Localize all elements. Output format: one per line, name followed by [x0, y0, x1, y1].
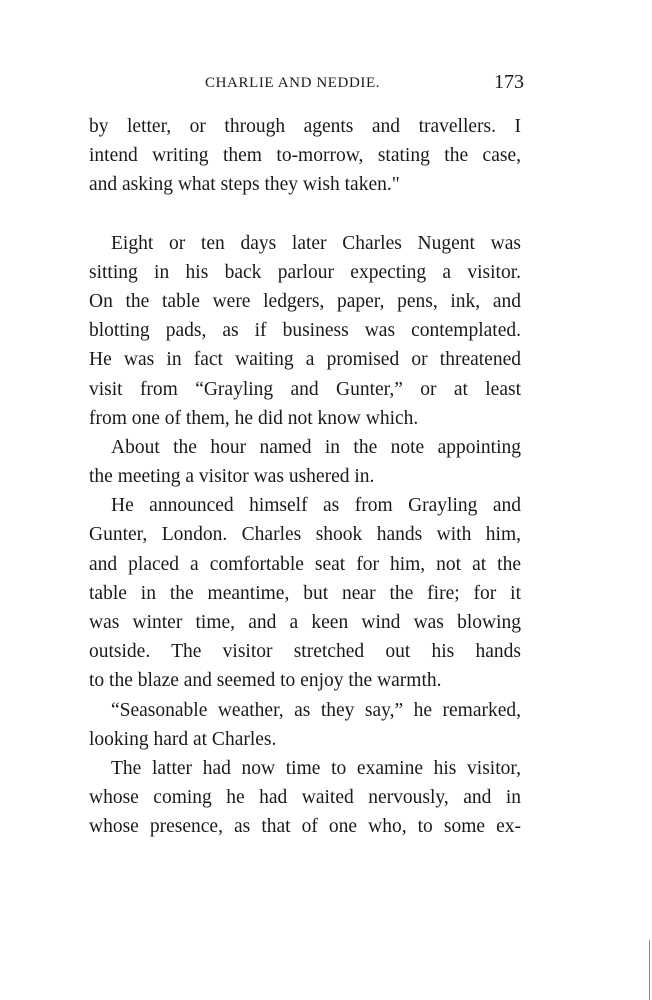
- text-line: Gunter, London. Charles shook hands with him,: [89, 524, 521, 546]
- paragraph: [89, 229, 521, 433]
- text-line: “Seasonable weather, as they say,” he remarked,: [111, 699, 521, 721]
- text-line: from one of them, he did not know which.: [89, 407, 419, 429]
- page-number: 173: [494, 71, 524, 93]
- text-line: outside. The visitor stretched out his hands: [89, 641, 521, 663]
- text-line: Eight or ten days later Charles Nugent was: [111, 232, 521, 254]
- paragraph: [89, 696, 521, 754]
- paragraph: [89, 433, 521, 491]
- text-line: sitting in his back parlour expecting a visitor.: [89, 261, 521, 283]
- text-line: looking hard at Charles.: [89, 728, 277, 750]
- text-line: intend writing them to-morrow, stating the case,: [89, 145, 521, 167]
- paragraph: [89, 112, 521, 200]
- text-line: to the blaze and seemed to enjoy the warmth.: [89, 670, 442, 692]
- text-line: About the hour named in the note appointing: [111, 436, 521, 458]
- text-line: The latter had now time to examine his visitor,: [111, 757, 521, 779]
- text-line: He was in fact waiting a promised or threatened: [89, 349, 521, 371]
- text-line: visit from “Grayling and Gunter,” or at least: [89, 378, 521, 400]
- body-text: [89, 112, 521, 842]
- text-line: and asking what steps they wish taken.": [89, 174, 400, 196]
- text-line: by letter, or through agents and travellers. I: [89, 116, 521, 137]
- running-title: CHARLIE AND NEDDIE.: [205, 75, 381, 91]
- section-break: [89, 200, 521, 229]
- page-edge-divider: [649, 940, 650, 1000]
- text-line: the meeting a visitor was ushered in.: [89, 466, 375, 488]
- text-line: He announced himself as from Grayling and: [111, 495, 521, 517]
- text-line: blotting pads, as if business was contemplated.: [89, 320, 521, 342]
- text-line: and placed a comfortable seat for him, not at the: [89, 553, 521, 575]
- text-line: table in the meantime, but near the fire; for it: [89, 582, 521, 604]
- text-line: On the table were ledgers, paper, pens, ink, and: [89, 290, 521, 312]
- text-line: whose presence, as that of one who, to some ex-: [89, 816, 521, 838]
- paragraph: [89, 491, 521, 695]
- paragraph: [89, 754, 521, 842]
- text-line: was winter time, and a keen wind was blowing: [89, 612, 521, 633]
- text-line: whose coming he had waited nervously, and in: [89, 787, 521, 809]
